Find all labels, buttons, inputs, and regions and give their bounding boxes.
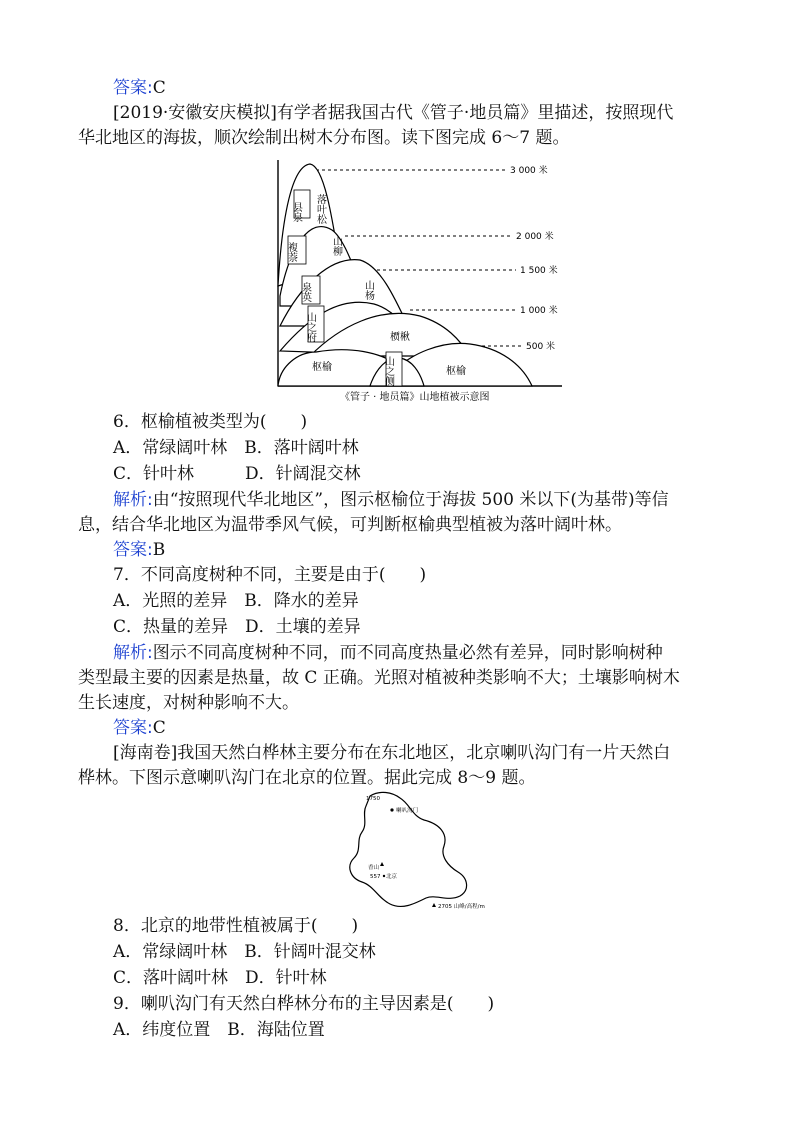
analysis-text: 类型最主要的因素是热量，故 C 正确。光照对植被种类影响不大；土壤影响树木 [78, 668, 680, 688]
options-ab: A．光照的差异 B．降水的差异 [113, 591, 359, 611]
question-stem: 9．喇叭沟门有天然白桦林分布的主导因素是( ) [113, 994, 495, 1014]
map-label-labagou: 喇叭沟门 [396, 808, 419, 814]
question-stem: 6．枢榆植被类型为( ) [113, 412, 308, 432]
label-luoyesong: 落叶松 [314, 194, 326, 224]
question-intro: [海南卷]我国天然白桦林主要分布在东北地区，北京喇叭沟门有一片天然白 [113, 743, 671, 763]
analysis-text: 生长速度，对树种影响不大。 [78, 693, 299, 713]
options-ab: A．纬度位置 B．海陆位置 [113, 1020, 325, 1040]
label-kuqiu: 槚楸 [390, 332, 410, 343]
label-shanzhifu: 山之府 [304, 312, 316, 342]
map-legend-peak: 2705 山峰/高程/m [438, 904, 485, 910]
label-xuanquan: 县泉 [290, 202, 302, 222]
label-shuyu-left: 枢榆 [312, 362, 332, 373]
elevation-label: 500 米 [526, 342, 556, 352]
analysis-line [113, 488, 669, 512]
answer-line [113, 716, 166, 740]
answer-line [113, 538, 165, 562]
question-stem: 7．不同高度树种不同，主要是由于( ) [113, 565, 427, 585]
answer-label: 答案: [113, 78, 153, 98]
label-shanzhice: 山之侧 [382, 356, 394, 386]
answer-value: C [152, 718, 166, 738]
analysis-label: 解析: [113, 490, 153, 510]
analysis-line [113, 641, 663, 665]
label-shanyang: 山杨 [362, 280, 374, 300]
answer-value: B [152, 540, 166, 560]
elevation-label: 1 000 米 [520, 306, 558, 316]
answer-label: 答案: [113, 718, 153, 738]
map-label-557: 557 [370, 874, 381, 880]
answer-label: 答案: [113, 540, 153, 560]
options-ab: A．常绿阔叶林 B．针阔叶混交林 [113, 942, 376, 962]
options-cd: C．热量的差异 D．土壤的差异 [113, 617, 361, 637]
beijing-map-figure [340, 786, 500, 914]
figure-caption: 《管子 · 地员篇》山地植被示意图 [340, 392, 490, 403]
label-shuyu-right: 枢榆 [446, 366, 466, 377]
map-label-beijing: 北京 [386, 874, 398, 880]
answer-line [113, 76, 166, 100]
label-fuci: 複萘 [285, 242, 297, 262]
analysis-text: 息，结合华北地区为温带季风气候，可判断枢榆典型植被为落叶阔叶林。 [78, 515, 622, 535]
analysis-text: 由“按照现代华北地区”，图示枢榆位于海拔 500 米以下(为基带)等信 [152, 490, 669, 510]
map-label-1750: 1750 [366, 796, 380, 802]
analysis-text: 图示不同高度树种不同，而不同高度热量必然有差异，同时影响树种 [152, 643, 663, 663]
elevation-label: 2 000 米 [516, 232, 554, 242]
options-cd: C．针叶林 D．针阔混交林 [113, 464, 361, 484]
label-quanying: 泉英 [299, 282, 311, 302]
analysis-label: 解析: [113, 643, 153, 663]
map-label-xiangshan: 香山 [368, 865, 380, 871]
answer-value: C [152, 78, 166, 98]
options-cd: C．落叶阔叶林 D．针叶林 [113, 968, 327, 988]
question-intro: [2019·安徽安庆模拟]有学者据我国古代《管子·地员篇》里描述，按照现代 [113, 103, 674, 123]
elevation-label: 1 500 米 [520, 266, 558, 276]
question-stem: 8．北京的地带性植被属于( ) [113, 916, 359, 936]
question-intro: 桦林。下图示意喇叭沟门在北京的位置。据此完成 8～9 题。 [78, 768, 536, 788]
options-ab: A．常绿阔叶林 B．落叶阔叶林 [113, 438, 359, 458]
elevation-label: 3 000 米 [510, 166, 548, 176]
question-intro: 华北地区的海拔，顺次绘制出树木分布图。读下图完成 6～7 题。 [78, 128, 570, 148]
mountain-vegetation-figure [270, 156, 570, 404]
label-shanliu: 山柳 [330, 236, 342, 256]
